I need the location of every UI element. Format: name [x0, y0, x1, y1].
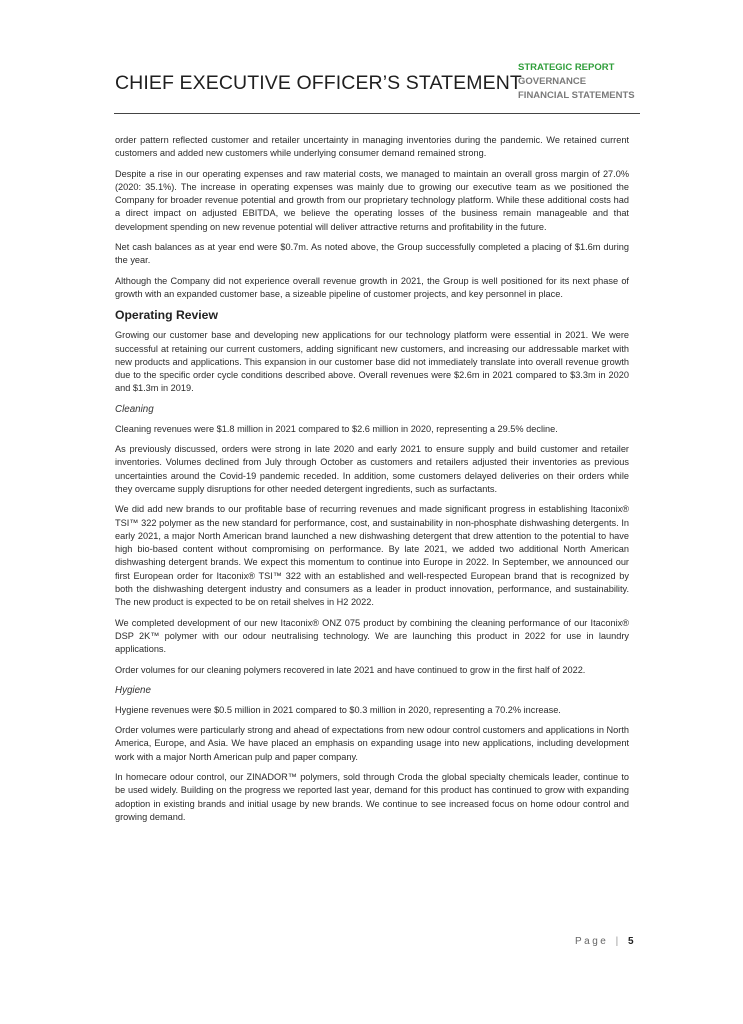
- operating-review-heading: Operating Review: [115, 308, 218, 323]
- nav-item-financial-statements[interactable]: FINANCIAL STATEMENTS: [518, 90, 635, 101]
- paragraph: Growing our customer base and developing new applications for our technology platform were essential in 2021. We were successful at retaining our current customers, adding significant new customers, and increasing our addressable market with new products and applications. This expansion in our customer base did not immediately translate into overall revenue growth due to the specific order cycle conditions described above. Overall revenues were $2.6m in 2021 compared to $3.3m in 2020 and $1.3m in 2019.: [115, 330, 629, 394]
- paragraph: Order volumes for our cleaning polymers recovered in late 2021 and have continued to grow in the first half of 2022.: [115, 664, 586, 675]
- paragraph: order pattern reflected customer and retailer uncertainty in managing inventories during the pandemic. We retained current customers and added new customers while underlying consumer demand remained strong.: [115, 135, 629, 159]
- paragraph: We did add new brands to our profitable base of recurring revenues and made significant progress in establishing Itaconix® TSI™ 322 polymer as the new standard for performance, cost, and sustainability in non-phosphate dishwashing detergents. In early 2021, a major North American brand launched a new dishwashing detergent that drew attention to the potential to have high bio-based content without compromising on performance. By late 2021, we added two additional North American dishwashing detergent brands. We expect this momentum to continue into Europe in 2022. In September, we announced our first European order for Itaconix® TSI™ 322 with an established and well-respected European brand that is recognized by both the dishwashing detergent industry and consumers as a leader in product innovation, performance, and sustainability. The new product is expected to be on retail shelves in H2 2022.: [115, 504, 629, 608]
- page-number-value: 5: [628, 936, 634, 947]
- header-divider: [114, 113, 640, 114]
- cleaning-subheading: Cleaning: [115, 403, 154, 415]
- paragraph: Despite a rise in our operating expenses and raw material costs, we managed to maintain an overall gross margin of 27.0% (2020: 35.1%). The increase in operating expenses was mainly due to growing our executive team as we positioned the Company for broader revenue potential and growth from our proprietary technology platform. While these additional costs had a direct impact on adjusted EBITDA, we believe the operating losses of the business remain manageable and that development spending on new revenue potential will deliver attractive returns and profitability in the future.: [115, 168, 629, 232]
- paragraph: Order volumes were particularly strong and ahead of expectations from new odour control customers and applications in North America, Europe, and Asia. We have placed an emphasis on expanding usage into new applications, including development work with a major North American pulp and paper company.: [115, 725, 629, 762]
- paragraph: In homecare odour control, our ZINADOR™ polymers, sold through Croda the global specialty chemicals leader, continue to be used widely. Building on the progress we reported last year, demand for this product has continued to grow with expanding adoption in existing brands and initial usage by new brands. We continue to see increased focus on home odour control and growing demand.: [115, 771, 629, 822]
- paragraph: We completed development of our new Itaconix® ONZ 075 product by combining the cleaning performance of our Itaconix® DSP 2K™ polymer with our odour neutralising technology. We are launching this product in 2022 for use in laundry applications.: [115, 617, 629, 655]
- paragraph: Cleaning revenues were $1.8 million in 2021 compared to $2.6 million in 2020, representing a 29.5% decline.: [115, 423, 558, 434]
- nav-item-governance[interactable]: GOVERNANCE: [518, 76, 587, 87]
- page-number: [575, 936, 634, 947]
- paragraph: Although the Company did not experience overall revenue growth in 2021, the Group is well positioned for its next phase of growth with an expanded customer base, a sizeable pipeline of customer projects, and key personnel in place.: [115, 275, 629, 299]
- paragraph: Hygiene revenues were $0.5 million in 2021 compared to $0.3 million in 2020, representing a 70.2% increase.: [115, 704, 561, 715]
- paragraph: As previously discussed, orders were strong in late 2020 and early 2021 to ensure supply and build customer and retailer inventories. Volumes declined from July through October as customers and retailers adjusted their inventories as previous uncertainties around the Covid-19 pandemic receded. In addition, some customers delayed deliveries on their orders while they overcame supply disruptions for other needed detergent ingredients, such as surfactants.: [115, 444, 629, 494]
- hygiene-subheading: Hygiene: [115, 684, 151, 696]
- section-nav: [518, 61, 635, 103]
- page-label: Page: [575, 936, 609, 947]
- statement-body: [115, 134, 629, 831]
- page-title: CHIEF EXECUTIVE OFFICER’S STATEMENT: [115, 72, 522, 94]
- page-separator: |: [615, 936, 621, 947]
- nav-item-strategic-report[interactable]: STRATEGIC REPORT: [518, 62, 615, 73]
- paragraph: Net cash balances as at year end were $0.7m. As noted above, the Group successfully completed a placing of $1.6m during the year.: [115, 242, 629, 266]
